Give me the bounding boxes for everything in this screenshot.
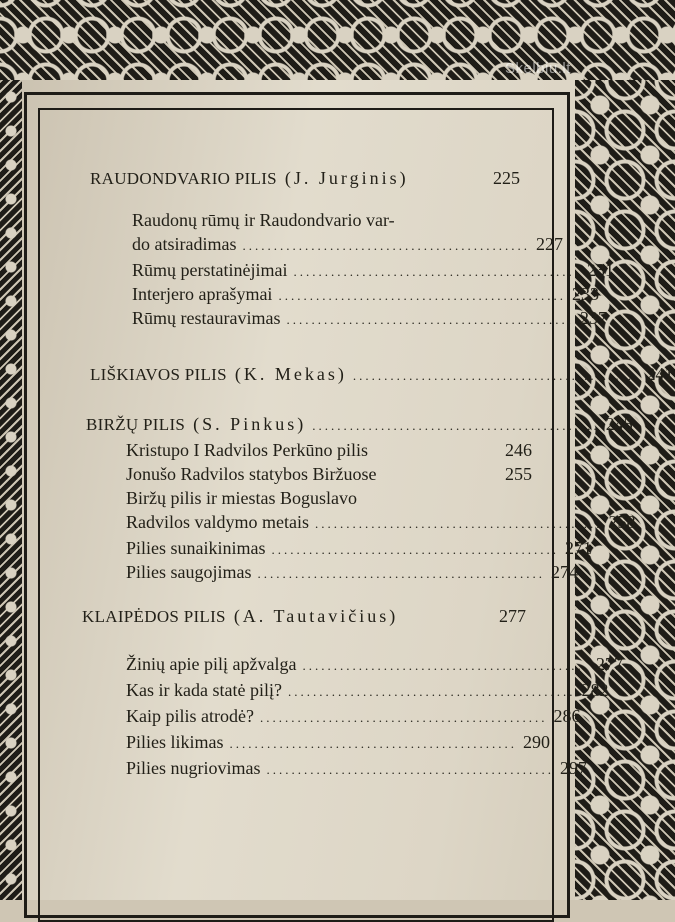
leader-dots: .............................................. [266,762,554,777]
watermark: Skelbiu.lt [505,60,571,77]
leader-dots: .............................................. [312,418,600,433]
toc-entry-page: 282 [581,680,609,700]
toc-entry-text: Jonušo Radvilos statybos Biržuose [126,464,377,484]
toc-entry-page: 274 [551,562,578,582]
toc-entry-text: Kas ir kada statė pilį? [126,680,282,700]
leader-dots: .............................................. [242,238,530,253]
section-title: BIRŽŲ PILIS [86,415,186,434]
toc-entry-page: 255 [505,464,532,484]
toc-entry-page: 246 [505,440,532,460]
toc-entry-page: 297 [560,758,587,778]
toc-entry [126,538,592,560]
section-page-number: 277 [499,606,526,626]
toc-entry-text: Rūmų perstatinėjimai [132,260,288,280]
leader-dots: .............................................. [278,288,566,303]
leader-dots: .............................................. [293,264,581,279]
toc-entry-text: Rūmų restauravimas [132,308,281,328]
toc-entry [126,440,532,460]
toc-entry [126,654,623,676]
toc-entry-text: Raudonų rūmų ir Raudondvario var- [132,210,395,230]
toc-entry-text: Pilies saugojimas [126,562,252,582]
toc-entry [126,562,578,584]
section-title: KLAIPĖDOS PILIS [82,607,226,626]
toc-entry [132,210,527,230]
toc-entry-page: 286 [553,706,581,726]
toc-entry [132,308,607,330]
toc-entry-text: Pilies nugriovimas [126,758,261,778]
section-heading [86,414,633,436]
toc-entry [126,464,532,484]
leader-dots: .............................................. [271,542,559,557]
section-author: (S. Pinkus) [193,414,307,434]
section-page-number: 245 [605,414,633,434]
toc-entry-text: Biržų pilis ir miestas Boguslavo [126,488,357,508]
section-author: (A. Tautavičius) [233,606,399,626]
leader-dots: .............................................. [286,312,574,327]
toc-entry [126,758,587,780]
toc-entry [126,680,609,702]
toc-entry [126,706,581,728]
section-author: (J. Jurginis) [284,168,409,188]
leader-dots: .............................................. [314,516,603,531]
section-title: LIŠKIAVOS PILIS [90,365,227,384]
section-title: RAUDONDVARIO PILIS [90,169,277,188]
toc-entry [132,284,599,306]
toc-entry-page: 271 [565,538,592,558]
section-page-number: 241 [646,364,674,384]
section-heading [90,364,674,386]
toc-entry-text: Pilies likimas [126,732,224,752]
toc-entry-text: Pilies sunaikinimas [126,538,266,558]
leader-dots: .............................................. [257,566,545,581]
section-page-number: 225 [493,168,520,188]
leader-dots: .............................................. [229,736,518,751]
toc-entry [132,260,614,282]
toc-entry-page: 290 [523,732,551,752]
toc-entry [126,488,532,508]
toc-entry-page: 277 [595,654,623,674]
toc-entry-page: 233 [571,284,599,304]
section-heading [82,606,526,627]
leader-dots: .............................................. [259,710,548,725]
toc-entry [126,512,636,534]
section-heading [90,168,520,189]
toc-entry-page: 258 [608,512,636,532]
toc-entry-page: 227 [535,234,563,254]
toc-entry-text: Kaip pilis atrodė? [126,706,254,726]
toc-entry-page: 231 [586,260,614,280]
leader-dots: .............................................. [352,368,641,383]
toc-entry-text: Radvilos valdymo metais [126,512,309,532]
toc-entry-text: Interjero aprašymai [132,284,273,304]
leader-dots: .............................................. [302,658,590,673]
section-author: (K. Mekas) [234,364,347,384]
toc-entry-text: do atsiradimas [132,234,237,254]
toc-entry-text: Kristupo I Radvilos Perkūno pilis [126,440,368,460]
leader-dots: .............................................. [287,684,576,699]
toc-entry [132,234,563,256]
toc-entry-page: 237 [579,308,607,328]
toc-entry [126,732,551,754]
toc-entry-text: Žinių apie pilį apžvalga [126,654,297,674]
